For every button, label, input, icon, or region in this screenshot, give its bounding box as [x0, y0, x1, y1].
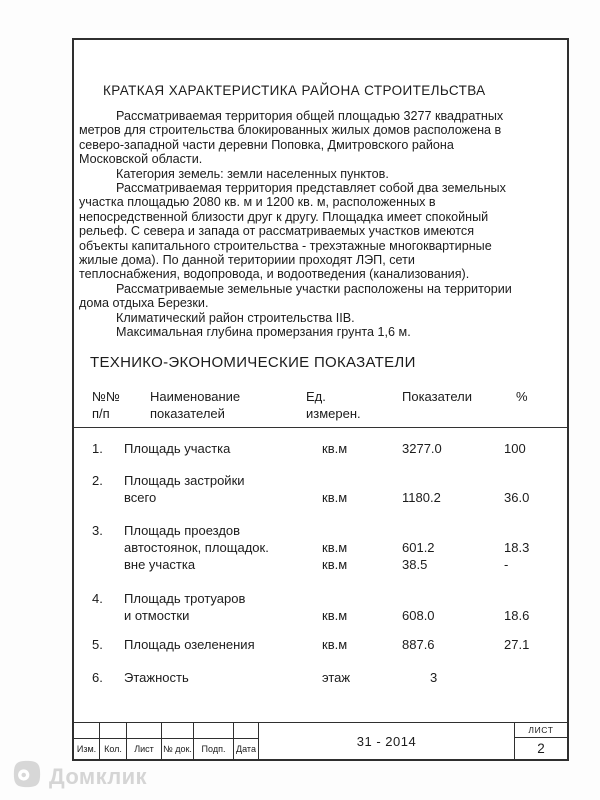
sheet-number: 2: [537, 741, 545, 756]
table-row: [74, 590, 567, 624]
revision-label: Изм.: [74, 739, 100, 759]
cell-percent: 100: [504, 441, 526, 456]
document-frame: [72, 38, 569, 761]
revision-cell-empty: [162, 723, 194, 738]
revision-label: Кол.: [100, 739, 127, 759]
revision-label: Подп.: [194, 739, 234, 759]
revision-label: Дата: [234, 739, 259, 759]
cell-value: 3: [430, 670, 438, 685]
cell-percent: 36.0: [504, 490, 530, 505]
cell-name: Площадь проездов автостоянок, площадок. вне участка: [124, 523, 269, 572]
paragraph: Категория земель: земли населенных пунктов.: [116, 166, 389, 181]
cell-name: Площадь тротуаров и отмостки: [124, 591, 246, 623]
cell-unit: кв.м: [322, 608, 348, 623]
cell-name: Площадь участка: [124, 441, 231, 456]
cell-num: 2.: [92, 473, 103, 488]
table-row: [74, 440, 567, 457]
revision-cell-empty: [74, 723, 100, 738]
domclick-watermark: [12, 759, 147, 794]
sheet-box: [514, 723, 567, 759]
cell-percent: 18.3 -: [504, 540, 530, 572]
header-num: №№ п/п: [92, 389, 120, 421]
cell-value: 3277.0: [402, 441, 442, 456]
watermark-text: Домклик: [49, 763, 147, 789]
cell-value: 601.2 38.5: [402, 540, 435, 572]
cell-num: 3.: [92, 523, 103, 538]
table-row: [74, 636, 567, 653]
header-unit: Ед. измерен.: [306, 389, 361, 421]
document-text-block: [79, 109, 559, 340]
cell-num: 6.: [92, 670, 103, 685]
cell-percent: 27.1: [504, 637, 530, 652]
table-row: [74, 522, 567, 573]
cell-value: 608.0: [402, 608, 435, 623]
domclick-logo-icon: [12, 759, 42, 794]
paragraph: Рассматриваемая территория представляет собой два земельных участка площадью 2080 кв. м и 1200 кв. м, расположенных в непосредственной близости друг к другу. Площадка имеет спокойный рельеф. С севера и запада от рассматриваемых участков имеются объекты капитального строительства - трехэтажные многоквартирные жилые дома). По данной териториии проходят ЛЭП, сети теплоснабжения, водопровода, и водоотведения (канализования).: [79, 181, 506, 282]
title-block-empty-row: [74, 723, 259, 738]
revision-cell-empty: [194, 723, 234, 738]
paragraph: Рассматриваемая территория общей площадью 3277 квадратных метров для строительства блокированных жилых домов расположена в северо-западной части деревни Поповка, Дмитровского района Московской области.: [79, 109, 504, 167]
cell-unit: кв.м: [322, 490, 348, 505]
doc-number: 31 - 2014: [356, 733, 417, 749]
tep-table: [74, 388, 567, 686]
cell-value: 1180.2: [402, 490, 441, 505]
table-row: [74, 472, 567, 506]
header-value: Показатели: [402, 389, 472, 404]
cell-unit: этаж: [322, 670, 351, 685]
cell-percent: 18.6: [504, 608, 530, 623]
cell-percent: [492, 669, 567, 686]
cell-unit: кв.м кв.м: [322, 540, 348, 572]
section-title: КРАТКАЯ ХАРАКТЕРИСТИКА РАЙОНА СТРОИТЕЛЬСТВА: [103, 83, 486, 98]
cell-name: Этажность: [124, 670, 189, 685]
header-name: Наименование показателей: [150, 389, 241, 421]
title-block-labels-row: [74, 738, 259, 759]
cell-num: 4.: [92, 591, 103, 606]
revision-cell-empty: [234, 723, 259, 738]
paragraph: Рассматриваемые земельные участки расположены на территории дома отдыха Березки.: [79, 281, 512, 311]
cell-name: Площадь застройки всего: [124, 473, 245, 505]
cell-name: Площадь озеленения: [124, 637, 255, 652]
paragraph: Максимальная глубина промерзания грунта 1,6 м.: [116, 325, 411, 340]
table-row: [74, 669, 567, 686]
revision-label: № док.: [162, 739, 194, 759]
cell-unit: кв.м: [322, 441, 348, 456]
revision-cell-empty: [100, 723, 127, 738]
cell-num: 5.: [92, 637, 103, 652]
header-rule: [74, 427, 567, 428]
title-block-revision-columns: [74, 723, 259, 759]
sheet-label: ЛИСТ: [515, 723, 567, 738]
header-percent: %: [516, 389, 528, 404]
paragraph: Климатический район строительства IIВ.: [116, 310, 355, 325]
cell-unit: кв.м: [322, 637, 348, 652]
tep-table-body: [74, 440, 567, 686]
revision-label: Лист: [127, 739, 162, 759]
revision-cell-empty: [127, 723, 162, 738]
tep-table-title: ТЕХНИКО-ЭКОНОМИЧЕСКИЕ ПОКАЗАТЕЛИ: [90, 354, 416, 371]
cell-value: 887.6: [402, 637, 435, 652]
cell-num: 1.: [92, 441, 103, 456]
tep-table-header: [74, 388, 567, 422]
title-block: [74, 722, 567, 759]
